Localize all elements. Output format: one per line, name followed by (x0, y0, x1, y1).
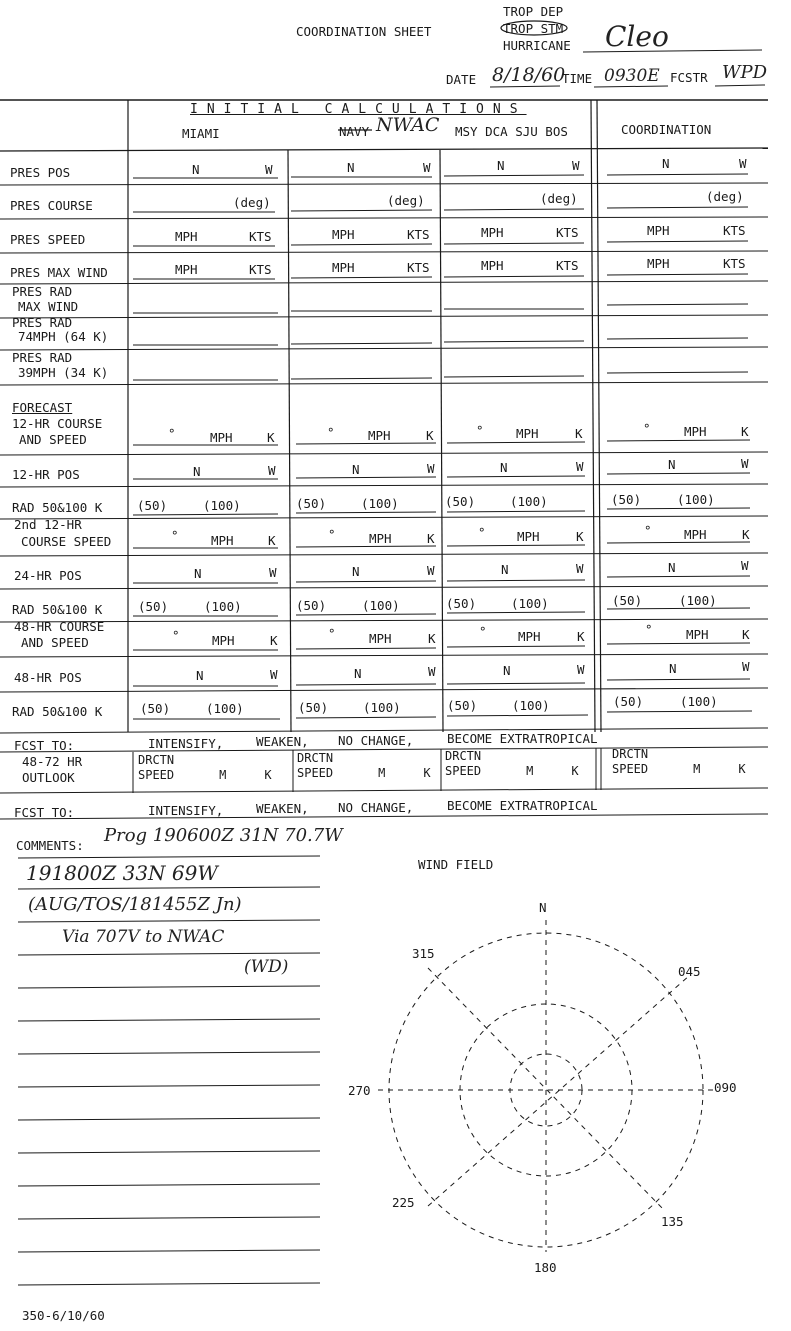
outlook-speed: SPEED (297, 766, 334, 780)
unit-r100: (100) (204, 599, 242, 614)
row-pres-max-wind: PRES MAX WIND (10, 265, 108, 280)
outlook-cell-coordination (612, 747, 746, 777)
unit-w: W (428, 664, 436, 679)
comment-line-2: 191800Z 33N 69W (26, 861, 218, 885)
unit-n: N (500, 460, 508, 475)
unit-degsym: ° (479, 624, 487, 639)
comment-line-4: Via 707V to NWAC (62, 927, 225, 947)
unit-r100: (100) (203, 498, 241, 513)
comment-line-5: (WD) (244, 957, 289, 977)
unit-r100: (100) (361, 496, 399, 511)
option-weaken: WEAKEN, (256, 801, 309, 816)
outlook-drctn: DRCTN (138, 753, 175, 767)
unit-k: K (427, 531, 435, 546)
unit-degsym: ° (328, 527, 336, 542)
unit-w: W (742, 659, 750, 674)
unit-n: N (669, 661, 677, 676)
unit-m: M (219, 768, 227, 782)
outlook-drctn: DRCTN (612, 747, 649, 761)
sheet-title: COORDINATION SHEET (296, 24, 432, 39)
unit-mph: MPH (211, 533, 234, 548)
unit-k: K (423, 766, 431, 780)
unit-degsym: ° (476, 423, 484, 438)
unit-n: N (352, 564, 360, 579)
unit-n: N (668, 457, 676, 472)
unit-mph: MPH (175, 229, 198, 244)
wind-label-n: N (539, 900, 547, 915)
row-pres-pos: PRES POS (10, 165, 71, 180)
row-label-line: OUTLOOK (22, 770, 75, 785)
storm-type-trop-stm: TROP STM (503, 21, 564, 36)
row-pres-rad-39 (12, 350, 108, 380)
unit-r50: (50) (445, 494, 476, 509)
unit-k: K (267, 430, 275, 445)
unit-n: N (192, 162, 200, 177)
unit-w: W (741, 558, 749, 573)
unit-n: N (662, 156, 670, 171)
row-label-line: 39MPH (34 K) (18, 365, 109, 380)
unit-mph: MPH (369, 531, 392, 546)
unit-k: K (428, 631, 436, 646)
row-12hr-pos: 12-HR POS (12, 467, 80, 482)
unit-kts: KTS (249, 262, 272, 277)
unit-n: N (196, 668, 204, 683)
row-label-line: AND SPEED (21, 635, 89, 650)
fcstr-label: FCSTR (670, 70, 708, 85)
unit-k: K (741, 424, 749, 439)
wind-field-title: WIND FIELD (418, 857, 494, 872)
row-rad-2: RAD 50&100 K (12, 602, 103, 617)
unit-k: K (577, 629, 585, 644)
wind-label-045: 045 (678, 964, 701, 979)
unit-r50: (50) (446, 596, 477, 611)
unit-r50: (50) (612, 593, 643, 608)
row-24hr-pos: 24-HR POS (14, 568, 82, 583)
form-id: 350-6/10/60 (22, 1308, 105, 1323)
unit-w: W (576, 459, 584, 474)
outlook-drctn: DRCTN (297, 751, 334, 765)
unit-mph: MPH (516, 426, 539, 441)
row-label-line: 2nd 12-HR (14, 517, 82, 532)
unit-mph: MPH (210, 430, 233, 445)
unit-mph: MPH (684, 527, 707, 542)
wind-label-135: 135 (661, 1214, 684, 1229)
unit-kts: KTS (556, 258, 579, 273)
unit-w: W (572, 158, 580, 173)
option-extratropical: BECOME EXTRATROPICAL (447, 731, 598, 746)
unit-degsym: ° (643, 421, 651, 436)
row-fcst-to-2: FCST TO: (14, 805, 75, 820)
unit-r50: (50) (298, 700, 329, 715)
unit-degsym: ° (478, 525, 486, 540)
unit-n: N (668, 560, 676, 575)
outlook-cell-nwac (297, 751, 431, 781)
unit-n: N (194, 566, 202, 581)
unit-mph: MPH (647, 223, 670, 238)
unit-mph: MPH (332, 260, 355, 275)
unit-mph: MPH (647, 256, 670, 271)
unit-mph: MPH (481, 225, 504, 240)
unit-kts: KTS (407, 227, 430, 242)
unit-n: N (501, 562, 509, 577)
col-coordination: COORDINATION (621, 122, 712, 137)
unit-mph: MPH (368, 428, 391, 443)
unit-r50: (50) (138, 599, 169, 614)
unit-w: W (739, 156, 747, 171)
storm-type-hurricane: HURRICANE (503, 38, 571, 53)
unit-w: W (427, 461, 435, 476)
unit-mph: MPH (684, 424, 707, 439)
unit-kts: KTS (556, 225, 579, 240)
unit-w: W (741, 456, 749, 471)
unit-m: M (693, 762, 701, 776)
row-pres-speed: PRES SPEED (10, 232, 86, 247)
row-label-line: 48-72 HR (22, 754, 83, 769)
unit-w: W (423, 160, 431, 175)
unit-k: K (738, 762, 746, 776)
row-pres-course: PRES COURSE (10, 198, 93, 213)
unit-n: N (503, 663, 511, 678)
unit-kts: KTS (723, 256, 746, 271)
time-value: 0930E (604, 66, 660, 86)
unit-r100: (100) (362, 598, 400, 613)
comments-label: COMMENTS: (16, 838, 84, 853)
unit-r50: (50) (137, 498, 168, 513)
unit-w: W (427, 563, 435, 578)
unit-r50: (50) (613, 694, 644, 709)
unit-r100: (100) (680, 694, 718, 709)
row-pres-rad-max (12, 284, 78, 314)
outlook-speed: SPEED (612, 762, 649, 776)
row-forecast-12hr (12, 400, 102, 448)
wind-label-315: 315 (412, 946, 435, 961)
row-2nd-12hr (14, 516, 111, 550)
unit-deg: (deg) (387, 193, 425, 208)
option-no-change: NO CHANGE, (338, 800, 414, 815)
wind-label-270: 270 (348, 1083, 371, 1098)
unit-r100: (100) (512, 698, 550, 713)
unit-w: W (269, 565, 277, 580)
unit-m: M (526, 764, 534, 778)
unit-k: K (264, 768, 272, 782)
unit-kts: KTS (249, 229, 272, 244)
unit-deg: (deg) (540, 191, 578, 206)
unit-k: K (742, 627, 750, 642)
unit-mph: MPH (332, 227, 355, 242)
col-navy: NAVY (339, 124, 370, 139)
unit-k: K (576, 529, 584, 544)
storm-name: Cleo (605, 20, 669, 53)
unit-k: K (742, 527, 750, 542)
unit-n: N (193, 464, 201, 479)
unit-mph: MPH (518, 629, 541, 644)
wind-label-225: 225 (392, 1195, 415, 1210)
col-nwac: NWAC (376, 114, 440, 136)
unit-r100: (100) (679, 593, 717, 608)
unit-k: K (268, 533, 276, 548)
unit-mph: MPH (175, 262, 198, 277)
unit-n: N (354, 666, 362, 681)
row-fcst-to-1: FCST TO: (14, 738, 75, 753)
unit-degsym: ° (168, 426, 176, 441)
row-48hr-pos: 48-HR POS (14, 670, 82, 685)
unit-n: N (497, 158, 505, 173)
option-weaken: WEAKEN, (256, 734, 309, 749)
option-extratropical: BECOME EXTRATROPICAL (447, 798, 598, 813)
unit-r100: (100) (363, 700, 401, 715)
date-value: 8/18/60 (492, 64, 566, 86)
unit-w: W (576, 561, 584, 576)
unit-k: K (270, 633, 278, 648)
unit-degsym: ° (172, 628, 180, 643)
fcstr-value: WPD (722, 62, 768, 83)
date-label: DATE (446, 72, 477, 87)
outlook-cell-others (445, 749, 579, 779)
row-label-line: PRES RAD (12, 350, 73, 365)
unit-r100: (100) (206, 701, 244, 716)
row-label-line: MAX WIND (18, 299, 79, 314)
unit-r100: (100) (510, 494, 548, 509)
unit-m: M (378, 766, 386, 780)
unit-kts: KTS (723, 223, 746, 238)
unit-n: N (347, 160, 355, 175)
unit-r50: (50) (611, 492, 642, 507)
col-others: MSY DCA SJU BOS (455, 124, 568, 139)
row-label-line: 74MPH (64 K) (18, 329, 109, 344)
unit-degsym: ° (171, 528, 179, 543)
option-intensify: INTENSIFY, (148, 803, 224, 818)
unit-w: W (265, 162, 273, 177)
row-label-line: 48-HR COURSE (14, 619, 105, 634)
row-pres-rad-74 (12, 316, 108, 344)
row-outlook (22, 754, 82, 786)
unit-mph: MPH (369, 631, 392, 646)
row-rad-3: RAD 50&100 K (12, 704, 103, 719)
row-label-line: PRES RAD (12, 315, 73, 330)
row-48hr-course (14, 619, 104, 651)
comment-line-3: (AUG/TOS/181455Z Jn) (28, 894, 242, 915)
unit-degsym: ° (328, 626, 336, 641)
unit-mph: MPH (212, 633, 235, 648)
unit-degsym: ° (645, 622, 653, 637)
unit-k: K (575, 426, 583, 441)
unit-degsym: ° (644, 523, 652, 538)
unit-w: W (577, 662, 585, 677)
outlook-speed: SPEED (138, 768, 175, 782)
unit-kts: KTS (407, 260, 430, 275)
unit-n: N (352, 462, 360, 477)
initial-calc-title: INITIAL CALCULATIONS (190, 102, 527, 117)
unit-mph: MPH (686, 627, 709, 642)
unit-r50: (50) (296, 598, 327, 613)
unit-deg: (deg) (706, 189, 744, 204)
option-intensify: INTENSIFY, (148, 736, 224, 751)
unit-r50: (50) (447, 698, 478, 713)
outlook-cell-miami (138, 753, 272, 783)
unit-r100: (100) (677, 492, 715, 507)
unit-k: K (571, 764, 579, 778)
unit-w: W (268, 463, 276, 478)
unit-w: W (270, 667, 278, 682)
unit-r50: (50) (296, 496, 327, 511)
row-label-line: AND SPEED (19, 432, 87, 447)
unit-mph: MPH (517, 529, 540, 544)
unit-r100: (100) (511, 596, 549, 611)
row-label-line: 12-HR COURSE (12, 416, 103, 431)
wind-label-180: 180 (534, 1260, 557, 1275)
storm-type-trop-dep: TROP DEP (503, 4, 564, 19)
row-label-line: COURSE SPEED (21, 534, 112, 549)
row-label-line: FORECAST (12, 400, 73, 415)
unit-r50: (50) (140, 701, 171, 716)
unit-k: K (426, 428, 434, 443)
comment-line-1: Prog 190600Z 31N 70.7W (104, 825, 343, 846)
unit-mph: MPH (481, 258, 504, 273)
wind-field-diagram (378, 920, 713, 1252)
unit-degsym: ° (327, 425, 335, 440)
wind-label-090: 090 (714, 1080, 737, 1095)
row-label-line: PRES RAD (12, 284, 73, 299)
time-label: TIME (562, 71, 593, 86)
outlook-drctn: DRCTN (445, 749, 482, 763)
col-miami: MIAMI (182, 126, 220, 141)
row-rad-1: RAD 50&100 K (12, 500, 103, 515)
option-no-change: NO CHANGE, (338, 733, 414, 748)
unit-deg: (deg) (233, 195, 271, 210)
outlook-speed: SPEED (445, 764, 482, 778)
